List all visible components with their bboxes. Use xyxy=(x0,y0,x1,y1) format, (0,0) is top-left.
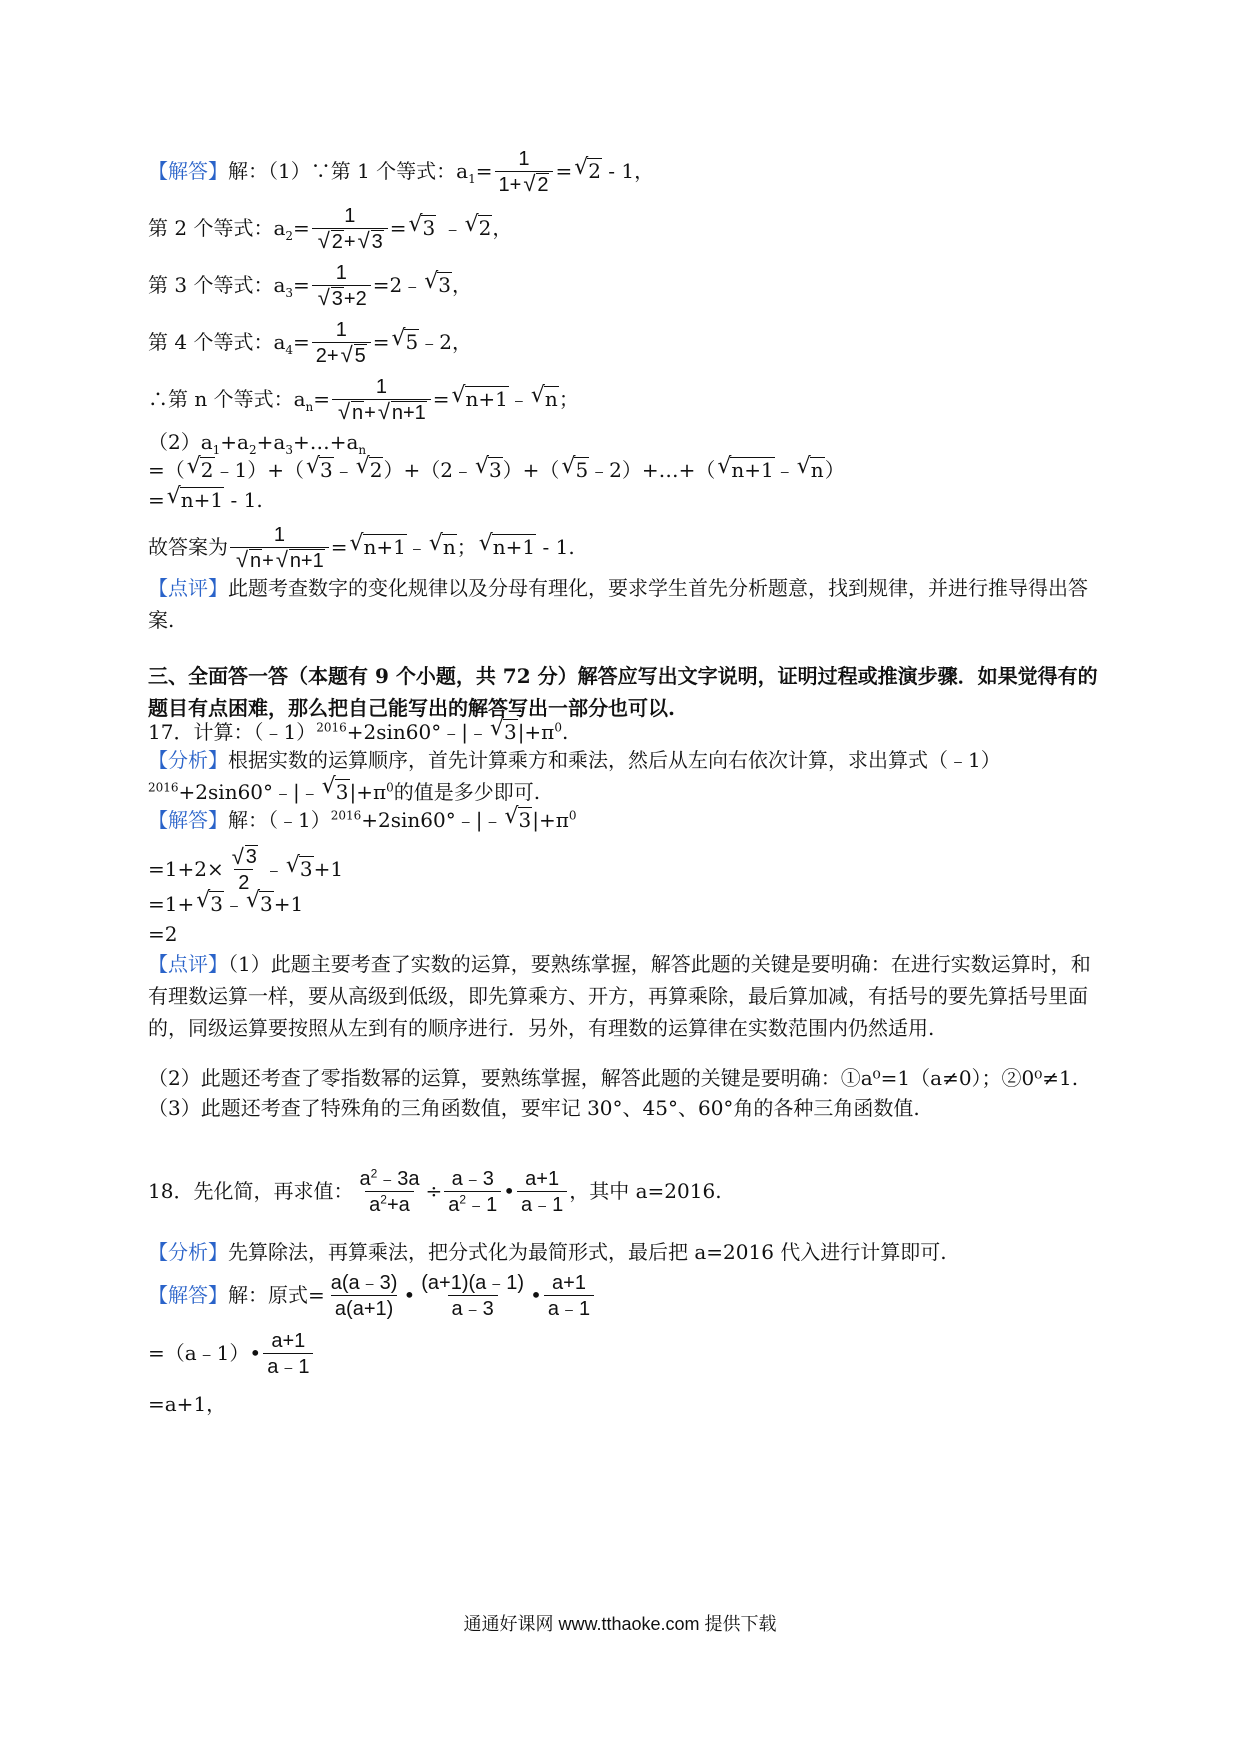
q17-step-3: =2 xyxy=(148,922,178,946)
answer-tag: 【解答】 xyxy=(148,159,228,183)
q16-part2-line1: $(2)a_1+a_2+a_3+\dots+a_n$ xyxy=(148,430,367,457)
q17-comment-3: （3）此题还考查了特殊角的三角函数值，要牢记 30°、45°、60°角的各种三角函数值. xyxy=(148,1096,920,1120)
q16-line-4: 第 4 个等式：$a_4=$ $\frac{1}{2+√ 5}$ =√ 5﹣2， xyxy=(148,319,472,368)
q16-answer-line: 故答案为 1 √ n+√ n+1 =√ n+1﹣√ n；√ n+1 - 1. xyxy=(148,524,575,573)
q16-part2-line2: =（√ 2﹣1）+（√ 3﹣√ 2）+（2﹣√ 3）+（√ 5﹣2）+…+（√ n+1﹣√ n） xyxy=(148,456,845,484)
q18-stem: 18．先化简，再求值： $\frac{a^2﹣3a}{a^2+a}$ ÷ $\frac{a﹣3}{a^2﹣1}$ • $\frac{a+1}{a﹣1}$ ，其中 a=2016. xyxy=(148,1166,722,1216)
q17-analysis: 【分析】根据实数的运算顺序，首先计算乘方和乘法，然后从左向右依次计算，求出算式（﹣1）$^{2016}$+2sin60°﹣|﹣√ $3|+\pi^0$的值是多少即可. xyxy=(148,744,1103,808)
q18-solution-head: 【解答】解：原式= $\frac{a(a﹣3)}{a(a+1)}$ • $\frac{(a+1)(a﹣1)}{a﹣3}$ • $\frac{a+1}{a﹣1}$ xyxy=(148,1272,596,1321)
q16-comment: 【点评】此题考查数字的变化规律以及分母有理化，要求学生首先分析题意，找到规律，并进行推导得出答案. xyxy=(148,576,1088,632)
q18-step-1: =（a﹣1）• $\frac{a+1}{a﹣1}$ xyxy=(148,1330,315,1379)
q16-line-1: 【解答】解：（1）∵第 1 个等式：$a_1=$ $\frac{1}{1+√ 2}$ =√ 2 - 1， xyxy=(148,148,654,197)
fraction: $\frac{1}{1+√ 2}$ xyxy=(495,148,554,197)
q17-solution-head: 【解答】解：（﹣1）$^{2016}$+2sin60°﹣|﹣√ $3|+\pi^0$ xyxy=(148,806,577,834)
q18-analysis: 【分析】先算除法，再算乘法，把分式化为最简形式，最后把 a=2016 代入进行计算即可. xyxy=(148,1240,947,1264)
section-3-heading: 三、全面答一答（本题有 9 个小题，共 72 分）解答应写出文字说明，证明过程或推演步骤．如果觉得有的题目有点困难，那么把自己能写出的解答写出一部分也可以. xyxy=(148,664,1098,720)
q17-comment-1: 【点评】（1）此题主要考查了实数的运算，要熟练掌握，解答此题的关键是要明确：在进行实数运算时，和有理数运算一样，要从高级到低级，即先算乘方、开方，再算乘除，最后算加减，有括号的要先算括号里面的，同级运算要按照从左到有的顺序进行．另外，有理数的运算律在实数范围内仍然适用. xyxy=(148,952,1091,1040)
q17-stem: 17．计算：（﹣1）$^{2016}$+2sin60°﹣|﹣√ $3|+\pi^0$. xyxy=(148,718,568,746)
q16-line-2: 第 2 个等式：$a_2=$ 1 √ 2+√ 3 =√ 3 ﹣√ 2， xyxy=(148,205,512,254)
q17-step-2: =1+√ 3﹣√ 3+1 xyxy=(148,890,303,918)
page-footer: 通通好课网 www.tthaoke.com 提供下载 xyxy=(463,1614,777,1634)
q16-line-3: 第 3 个等式：$a_3=$ 1 √ 3+2 =2﹣√ 3， xyxy=(148,262,472,311)
q17-step-1: =1+2× √ $\frac{3}{2}$ ﹣√ 3+1 xyxy=(148,846,343,895)
q16-part2-line3: =√ n+1 - 1. xyxy=(148,486,263,514)
q17-comment-2: （2）此题还考查了零指数幂的运算，要熟练掌握，解答此题的关键是要明确：①a⁰=1（a≠0）；②0⁰≠1. xyxy=(148,1066,1079,1090)
q18-step-2: =a+1， xyxy=(148,1392,227,1416)
q16-line-n: ∴第 n 个等式：$a_n=$ 1 √ n+√ n+1 =√ n+1﹣√ n； xyxy=(148,376,579,425)
